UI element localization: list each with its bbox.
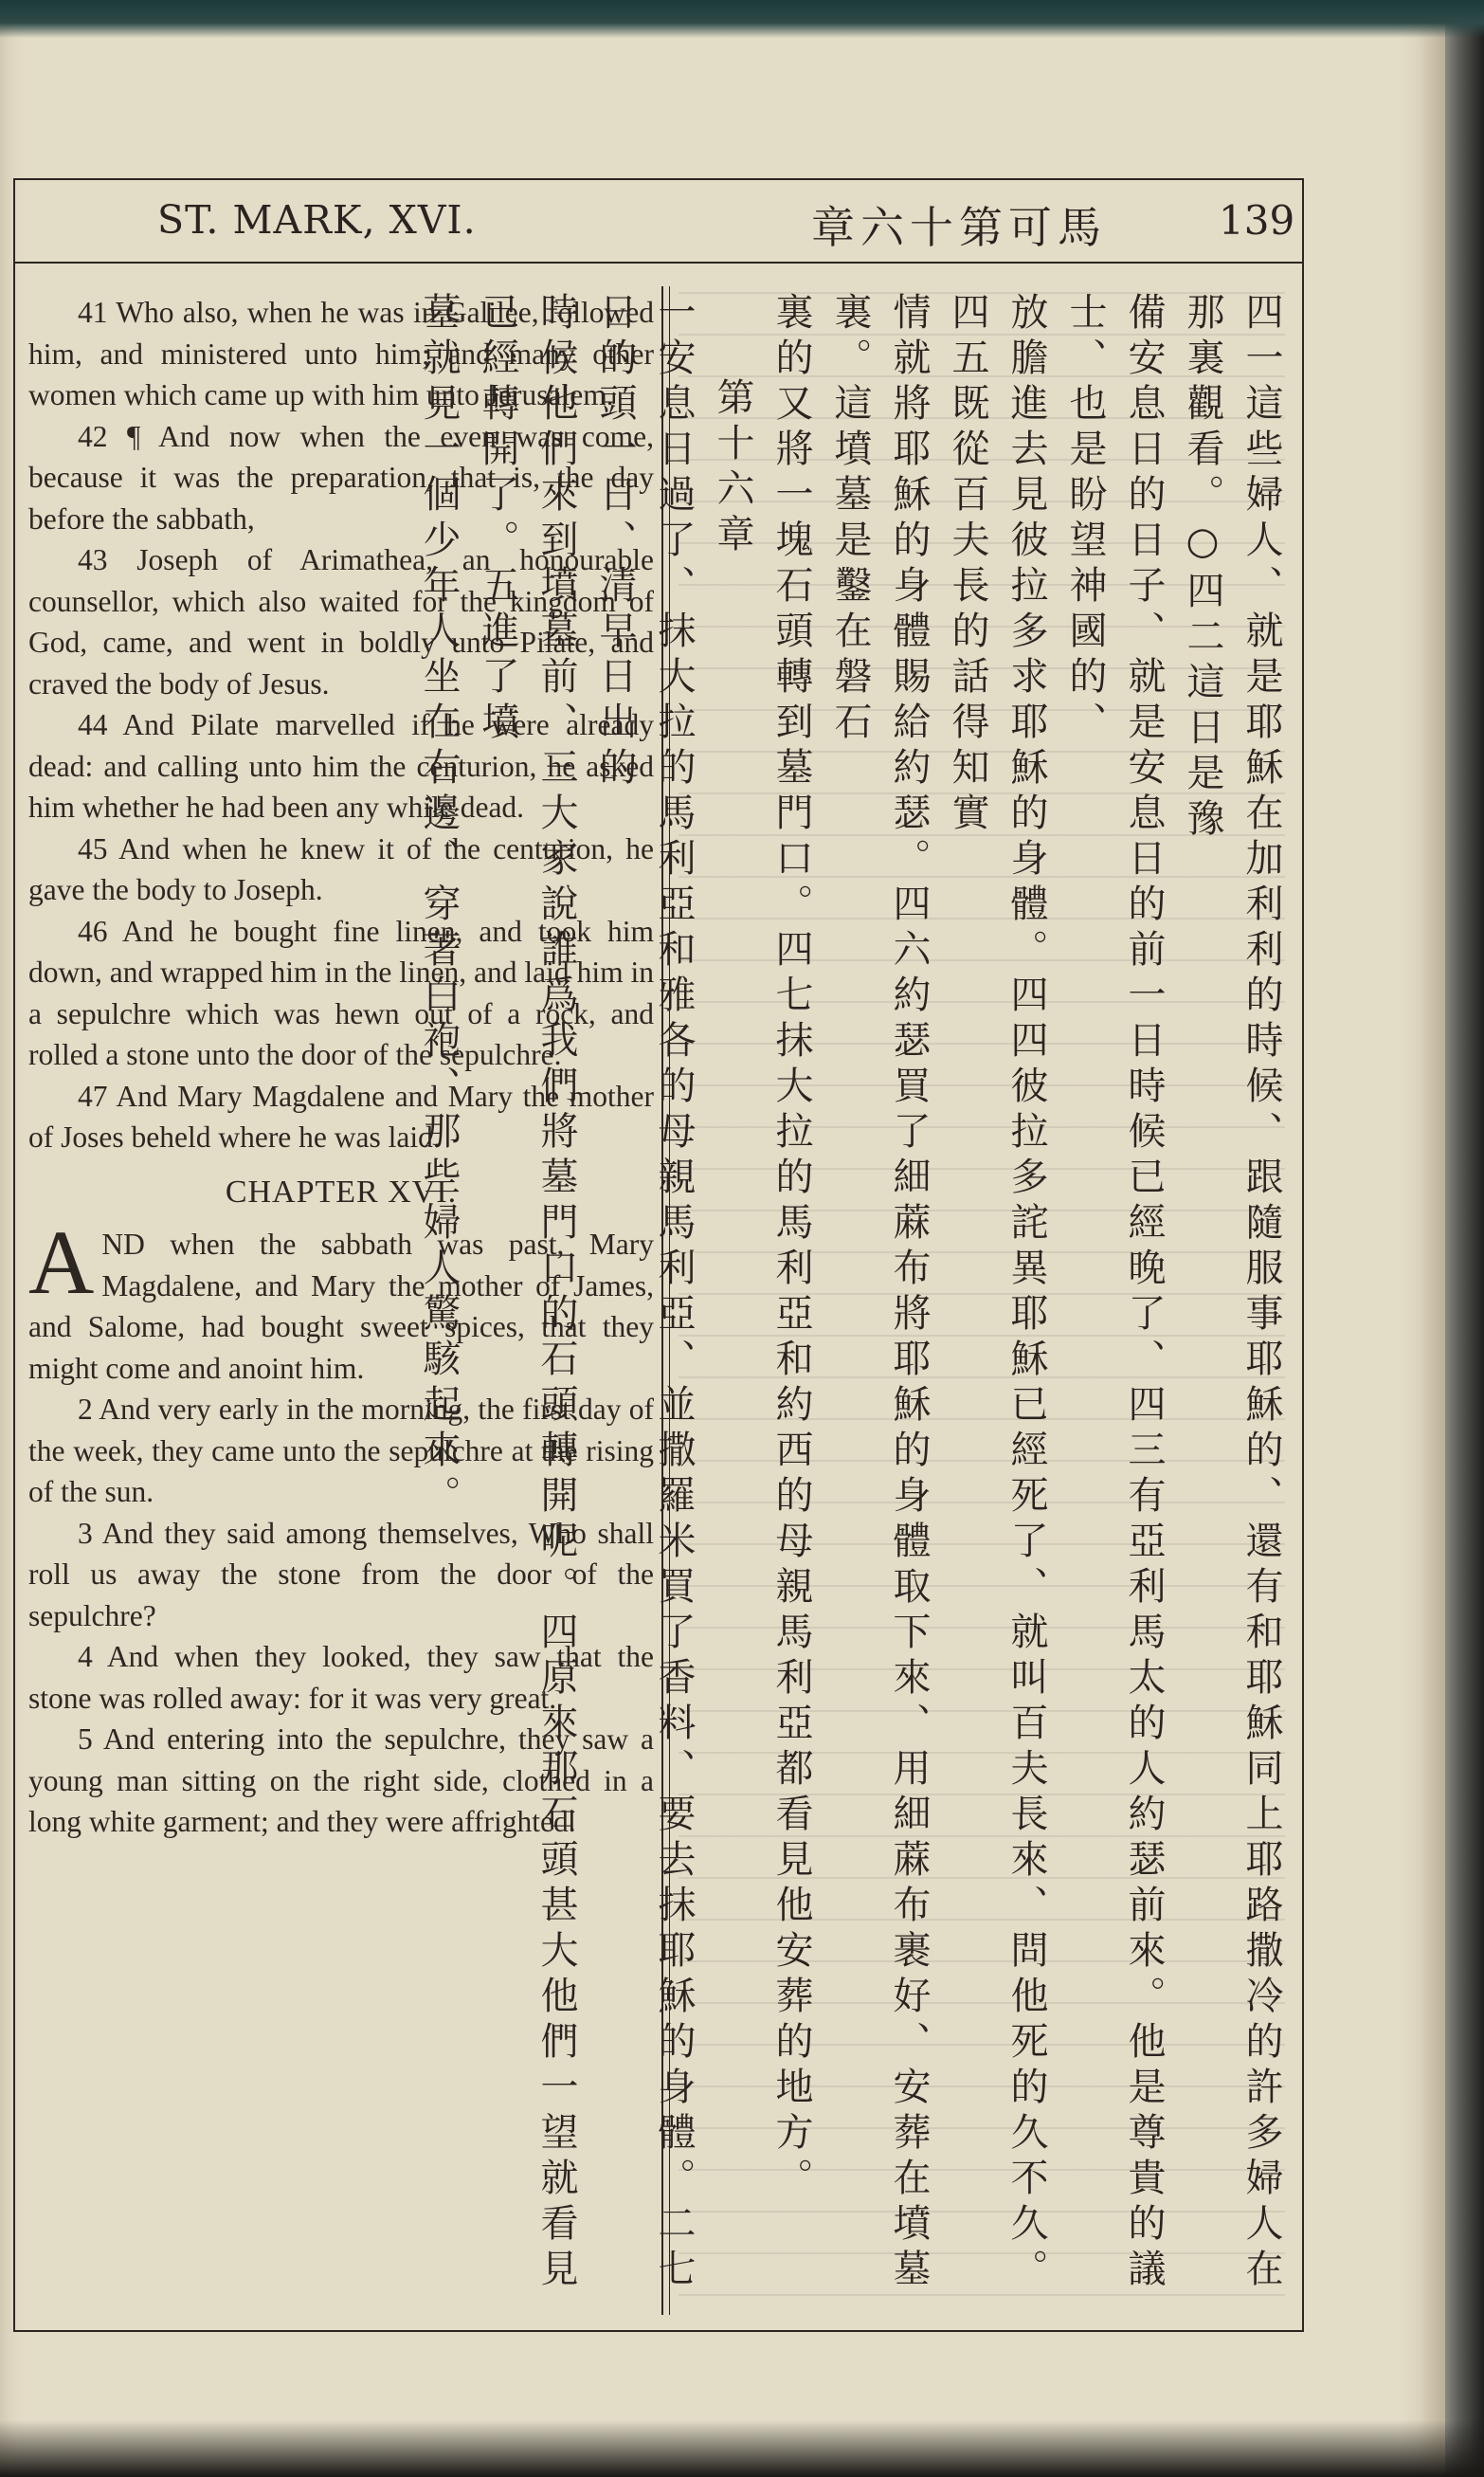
verse-3: 3 And they said among themselves, Who shall roll us away the stone from the door of the sepulchre? — [28, 1516, 654, 1632]
chinese-running-head: 章六十第可馬 — [811, 202, 1107, 253]
verse-4: 4 And when they looked, they saw that the stone was rolled away: for it was very great. — [28, 1640, 654, 1715]
running-head: ST. MARK, XVI. — [157, 197, 477, 243]
chinese-line: 墓就見一個少年人坐在右邊、穿著白袍、那些婦人驚駭起來。 — [417, 292, 461, 1521]
chinese-line: 備安息日的日子、就是安息日的前一日時候已經晚了、四三有亞利馬太的人約瑟前來。他是尊貴的議士、也是盼望神國的、 — [1063, 292, 1166, 2294]
chinese-column — [417, 292, 1291, 2311]
page-header — [15, 180, 1302, 264]
chinese-chapter-heading: 第十六章 — [711, 377, 754, 559]
verse-42: 42 ¶ And now when the even was come, because it was the preparation, that is, the day before the sabbath, — [28, 419, 654, 536]
chapter-heading: CHAPTER XVI. — [225, 1174, 458, 1210]
verse-46: 46 And he bought fine linen, and took him down, and wrapped him in the linen, and laid him in a sepulchre which was hewn out of a rock, and rolled a stone unto the door of the sepulchre. — [28, 914, 654, 1071]
verse-47: 47 And Mary Magdalene and Mary the mother of Joses beheld where he was laid. — [28, 1079, 654, 1154]
verse-41: 41 Who also, when he was in Galilee, followed him, and ministered unto him; and many other women which came up with him unto Jerusalem. — [28, 296, 654, 411]
chinese-line: 時候他們來到墳墓前、三大家說誰爲我們將墓門口的石頭轉開呢。四原來那石頭甚大他們一望就看見已經轉開了。五進了墳 — [476, 292, 578, 2294]
drop-cap: A — [28, 1211, 95, 1313]
chinese-line: 一安息日過了、抹大拉的馬利亞和雅各的母親馬利亞、並撒羅米買了香料、要去抹耶穌的身體。二七日的頭一日、清早日出的 — [593, 292, 696, 2294]
verse-5: 5 And entering into the sepulchre, they saw a young man sitting on the right side, clothed in a long white garment; and they were affrighted. — [28, 1722, 654, 1838]
verse-44: 44 And Pilate marvelled if he were already dead: and calling unto him the centurion, he asked him whether he had been any while dead. — [28, 708, 654, 824]
verse-45: 45 And when he knew it of the centurion, he gave the body to Joseph. — [28, 831, 654, 906]
chinese-line: 裏的又將一塊石頭轉到墓門口。四七抹大拉的馬利亞和約西的母親馬利亞都看見他安葬的地方。 — [769, 292, 813, 2203]
page-number: 139 — [1219, 197, 1295, 244]
cover-edge — [0, 0, 1484, 38]
chinese-line: 放膽進去見彼拉多求耶穌的身體。四四彼拉多詫異耶穌已經死了、就叫百夫長來、問他死的久不久。四五既從百夫長的話得知實 — [946, 292, 1048, 2294]
chinese-line: 四一這些婦人、就是耶穌在加利利的時候、跟隨服事耶穌的、還有和耶穌同上耶路撒冷的許多婦人在那裏觀看。○四二這日是豫 — [1181, 292, 1283, 2294]
chinese-text — [417, 292, 1291, 2311]
chinese-line: 情就將耶穌的身體賜給約瑟。四六約瑟買了細蔴布將耶穌的身體取下來、用細蔴布裹好、安葬在墳墓裏。這墳墓是鑿在磐石 — [828, 292, 931, 2294]
page-frame — [13, 178, 1304, 2332]
page-bottom-shadow — [0, 2420, 1484, 2477]
verse-2: 2 And very early in the morning, the first day of the week, they came unto the sepulchre at the rising of the sun. — [28, 1393, 654, 1508]
verse-1-text: ND when the sabbath was past, Mary Magdalene, and Mary the mother of James, and Salome, had bought sweet spices, that they might come and anoint him. — [28, 1228, 654, 1385]
verse-43: 43 Joseph of Arimathea, an honourable counsellor, which also waited for the kingdom of God, came, and went in boldly unto Pilate, and craved the body of Jesus. — [28, 543, 654, 701]
book-spine — [1445, 0, 1484, 2477]
